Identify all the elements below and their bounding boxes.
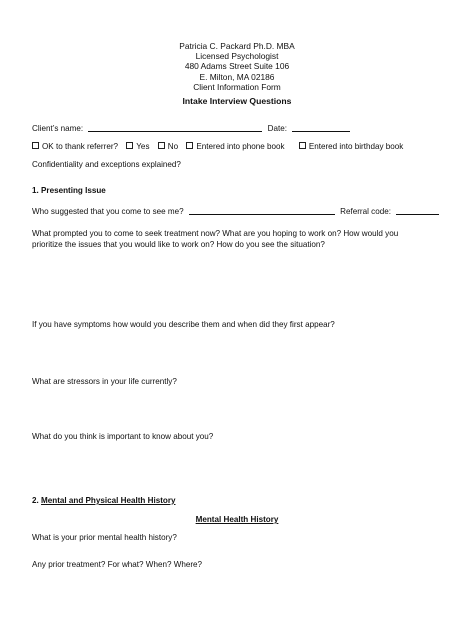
symptoms-question: If you have symptoms how would you describe them and when did they first appear?: [32, 320, 335, 329]
client-name-line: [88, 123, 262, 132]
treatment-reason-question: What prompted you to come to seek treatment now? What are you hoping to work on? How would you prioritize the issues that you would like to work on? How do you see the situation?: [32, 229, 399, 249]
suggested-line: [189, 206, 335, 215]
checkbox-icon: [186, 142, 193, 149]
city-state-zip: E. Milton, MA 02186: [199, 71, 275, 82]
checkbox-icon: [158, 142, 165, 149]
section-title: Presenting Issue: [41, 186, 106, 195]
checkbox-phone-book: [186, 142, 284, 151]
section-heading-health-history: [32, 496, 176, 505]
suggested-label: Who suggested that you come to see me?: [32, 207, 184, 216]
date-line: [292, 123, 350, 132]
checkbox-label: No: [167, 142, 179, 151]
stressors-question: What are stressors in your life currently?: [32, 377, 177, 386]
checkbox-icon: [126, 142, 133, 149]
form-subtitle: Client Information Form: [193, 81, 281, 92]
checkbox-yes: [126, 142, 149, 151]
referral-code-line: [396, 206, 439, 215]
checkbox-icon: [299, 142, 306, 149]
section-number: 1.: [32, 186, 39, 195]
checkbox-ok-to-thank: [32, 142, 118, 151]
street-address: 480 Adams Street Suite 106: [184, 61, 290, 72]
practice-header: [0, 41, 474, 92]
page-title: Intake Interview Questions: [182, 96, 292, 106]
prior-treatment-question: Any prior treatment? For what? When? Where?: [32, 560, 203, 569]
checkbox-no: [158, 142, 178, 151]
checkbox-label: Yes: [136, 142, 150, 151]
important-info-question: What do you think is important to know about you?: [32, 432, 214, 441]
psychologist-name: Patricia C. Packard Ph.D. MBA: [179, 41, 295, 51]
referrer-checkbox-row: [32, 142, 409, 151]
client-name-row: [32, 123, 353, 133]
confidentiality-question: Confidentiality and exceptions explained?: [32, 160, 181, 169]
prior-history-question: What is your prior mental health history?: [32, 533, 177, 542]
checkbox-label: OK to thank referrer?: [42, 142, 119, 151]
section-number: 2.: [32, 496, 39, 505]
date-label: Date:: [267, 124, 287, 133]
checkbox-birthday-book: [299, 142, 404, 151]
checkbox-label: Entered into phone book: [196, 142, 285, 151]
checkbox-icon: [32, 142, 39, 149]
client-name-label: Client’s name:: [32, 124, 84, 133]
referral-code-label: Referral code:: [340, 207, 391, 216]
checkbox-label: Entered into birthday book: [308, 142, 404, 151]
mental-health-history-title: Mental Health History: [195, 515, 279, 524]
referral-source-row: [32, 206, 442, 216]
section-heading-presenting-issue: [32, 186, 106, 195]
license-title: Licensed Psychologist: [195, 51, 279, 62]
section-title: Mental and Physical Health History: [41, 496, 176, 505]
